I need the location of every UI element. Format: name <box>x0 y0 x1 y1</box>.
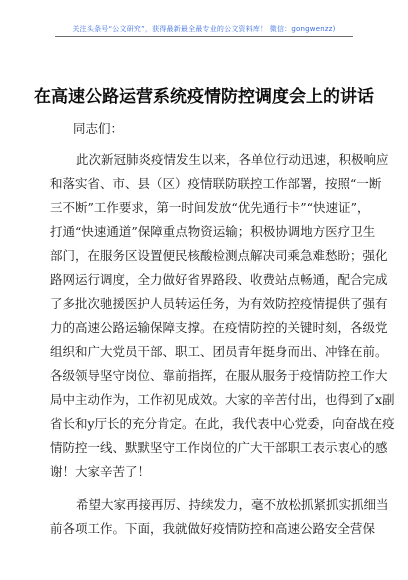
paragraph-line: 力的高速公路运输保障支撑。在疫情防控的关键时刻，各级党 <box>50 320 388 335</box>
paragraph-line: 和落实省、市、县（区）疫情联防联控工作部署，按照“一断 <box>50 176 382 191</box>
paragraph-line: 谢！大家辛苦了！ <box>50 464 151 479</box>
paragraph-line: 此次新冠肺炎疫情发生以来，各单位行动迅速，积极响应 <box>76 152 389 167</box>
paragraph-line: 情防控一线、默默坚守工作岗位的广大干部职工表示衷心的感 <box>50 440 388 455</box>
paragraph-line: 省长和y厅长的充分肯定。在此，我代表中心党委，向奋战在疫 <box>50 416 395 431</box>
salutation: 同志们： <box>73 121 124 136</box>
paragraph-line: 部门，在服务区设置便民核酸检测点解决司乘急难愁盼；强化 <box>50 248 388 263</box>
header-rule <box>55 36 353 37</box>
paragraph-line: 三不断”工作要求，第一时间发放“优先通行卡”“快速证”， <box>50 200 370 215</box>
paragraph-1 <box>50 148 395 484</box>
paragraph-line: 局中主动作为，工作初见成效。大家的辛苦付出，也得到了x副 <box>50 392 395 407</box>
paragraph-2 <box>50 493 389 541</box>
header-watermark: 关注头条号“公文研究”，获得最新最全最专业的公文资料库！ 微信：gongwenzz) <box>72 25 336 33</box>
paragraph-line: 组织和广大党员干部、职工、团员青年挺身而出、冲锋在前。 <box>50 344 388 359</box>
paragraph-line: 了多批次驰援医护人员转运任务，为有效防控疫情提供了强有 <box>50 296 388 311</box>
paragraph-line: 路网运行调度，全力做好省界路段、收费站点畅通，配合完成 <box>50 272 388 287</box>
document-title: 在高速公路运营系统疫情防控调度会上的讲话 <box>34 87 374 107</box>
paragraph-line: 打通“快速通道”保障重点物资运输；积极协调地方医疗卫生 <box>50 224 376 239</box>
paragraph-line: 各级领导坚守岗位、靠前指挥，在服从服务于疫情防控工作大 <box>50 368 388 383</box>
paragraph-line: 前各项工作。下面，我就做好疫情防控和高速公路安全营保 <box>50 521 376 536</box>
paragraph-line: 希望大家再接再厉、持续发力，毫不放松抓紧抓实抓细当 <box>76 497 389 512</box>
